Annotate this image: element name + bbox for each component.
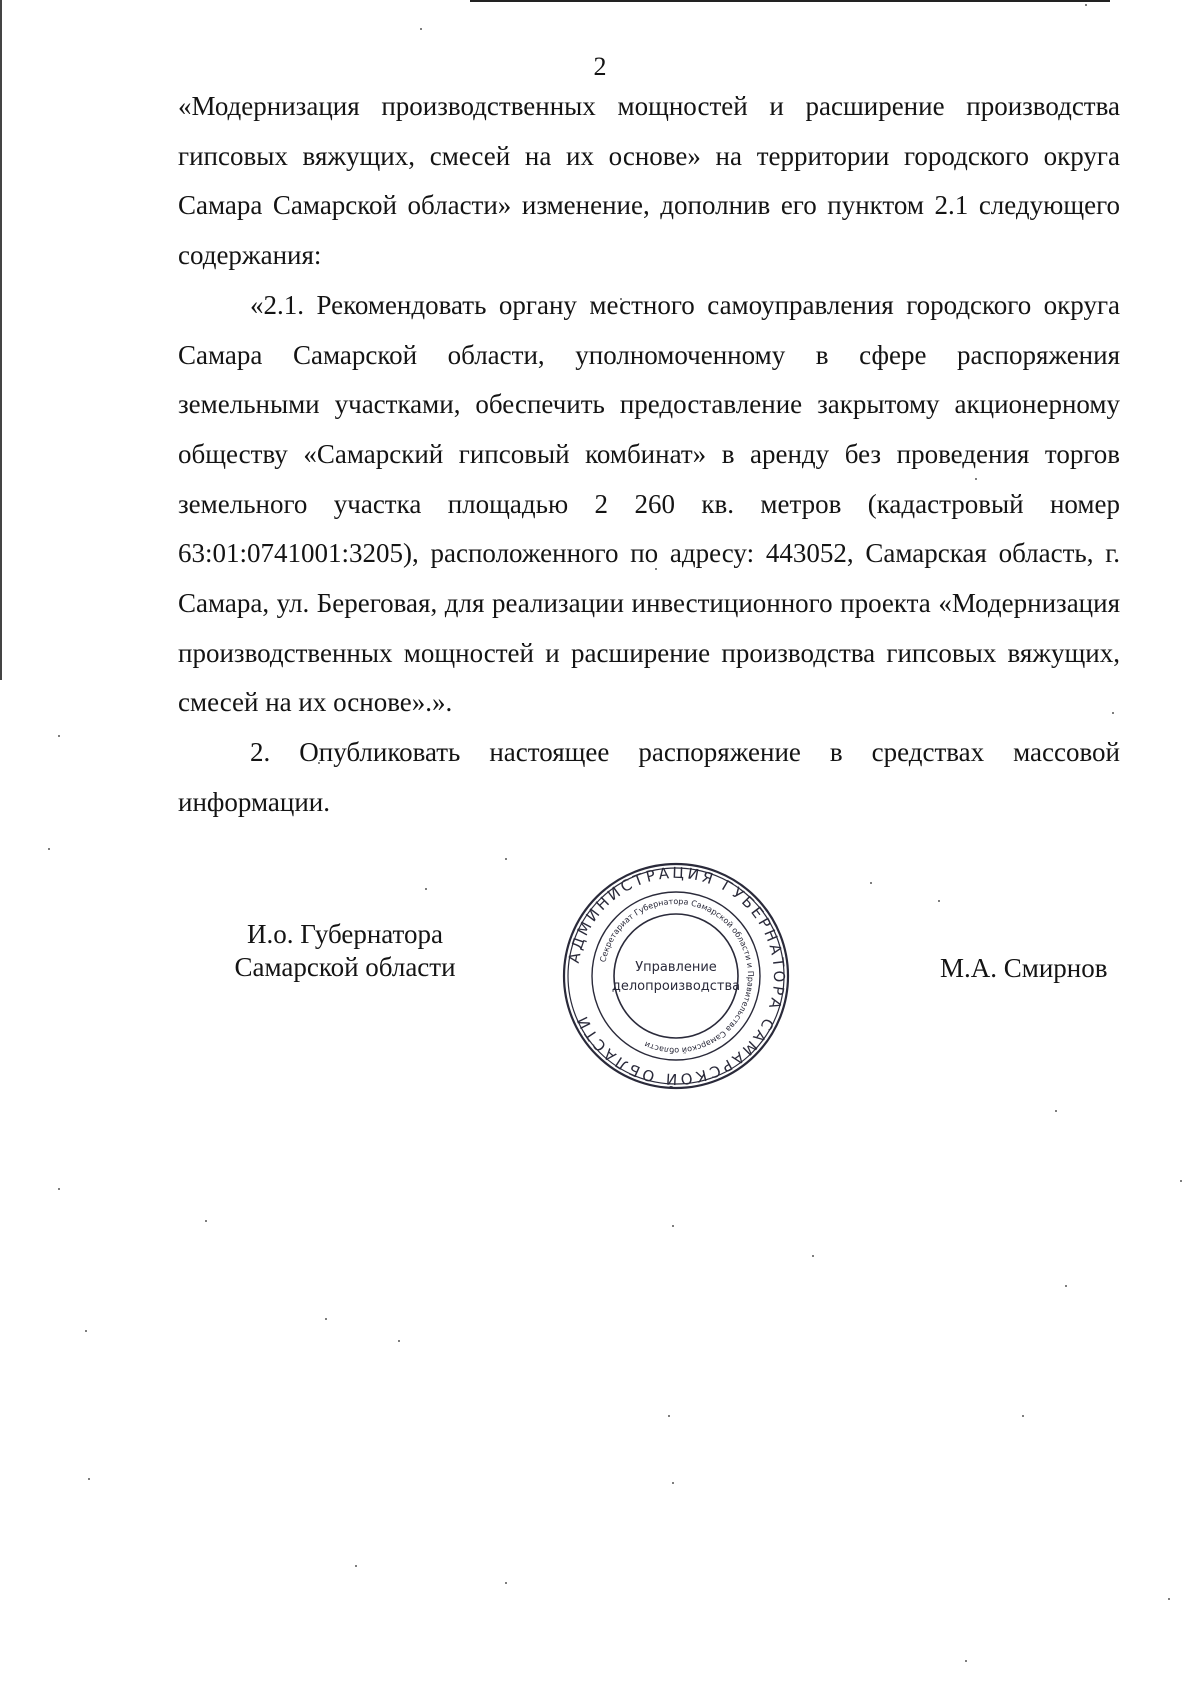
- paragraph-continuation: «Модернизация производственных мощностей и расширение производства гипсовых вяжущих, смесей на их основе» на территории городского округа Самара Самарской области» изменение, дополнив его пунктом 2.1 следующего содержания:: [178, 91, 1120, 271]
- seal-outer-text: АДМИНИСТРАЦИЯ ГУБЕРНАТОРА САМАРСКОЙ ОБЛАСТИ: [564, 863, 789, 1089]
- scan-speck: [355, 1565, 357, 1567]
- scan-speck: [870, 882, 872, 884]
- official-seal-stamp: [560, 860, 792, 1092]
- scan-speck: [58, 1188, 60, 1190]
- scan-speck: [420, 28, 422, 30]
- page-number: 2: [593, 52, 607, 81]
- scan-speck: [1168, 1598, 1170, 1600]
- signatory-position: [190, 918, 500, 984]
- scan-speck: [672, 1482, 674, 1484]
- seal-center-line2: делопроизводства: [611, 979, 741, 994]
- signatory-position-line2: Самарской области: [234, 952, 456, 982]
- scan-speck: [1065, 1285, 1067, 1287]
- scan-speck: [48, 848, 50, 850]
- scan-speck: [505, 858, 507, 860]
- scan-speck: [205, 1220, 207, 1222]
- seal-inner-text: Секретариат Губернатора Самарской области и Правительства Самарской области: [598, 896, 756, 1056]
- scan-speck: [965, 1660, 967, 1662]
- scan-speck: [938, 900, 940, 902]
- signer-name: М.А. Смирнов: [940, 953, 1108, 983]
- scan-speck: [88, 1478, 90, 1480]
- paragraph-clause-2: 2. Опубликовать настоящее распоряжение в средствах массовой информации.: [178, 737, 1120, 817]
- scan-speck: [505, 1582, 507, 1584]
- scan-speck: [425, 888, 427, 890]
- scan-speck: [812, 1255, 814, 1257]
- document-body: [178, 82, 1120, 828]
- scan-speck: [325, 1318, 327, 1320]
- scan-speck: [1055, 1110, 1057, 1112]
- scan-speck: [85, 1330, 87, 1332]
- scan-speck: [398, 1340, 400, 1342]
- scan-speck: [58, 735, 60, 737]
- scan-speck: [1022, 1415, 1024, 1417]
- scan-edge-left: [0, 0, 2, 680]
- scan-speck: [668, 1415, 670, 1417]
- scan-speck: [672, 1225, 674, 1227]
- scan-speck: [1180, 1180, 1182, 1182]
- seal-center-line1: Управление: [635, 960, 717, 975]
- paragraph-clause-2-1: «2.1. Рекомендовать органу местного самоуправления городского округа Самара Самарской области, уполномоченному в сфере распоряжения земельными участками, обеспечить предоставление закрытому акционерному обществу «Самарский гипсовый комбинат» в аренду без проведения торгов земельного участка площадью 2 260 кв. метров (кадастровый номер 63:01:0741001:3205), расположенного по адресу: 443052, Самарская область, г. Самара, ул. Береговая, для реализации инвестиционного проекта «Модернизация производственных мощностей и расширение производства гипсовых вяжущих, смесей на их основе».».: [178, 289, 1120, 718]
- scan-edge-top: [470, 0, 1110, 2]
- signatory-position-line1: И.о. Губернатора: [246, 919, 443, 949]
- scan-speck: [1085, 4, 1087, 6]
